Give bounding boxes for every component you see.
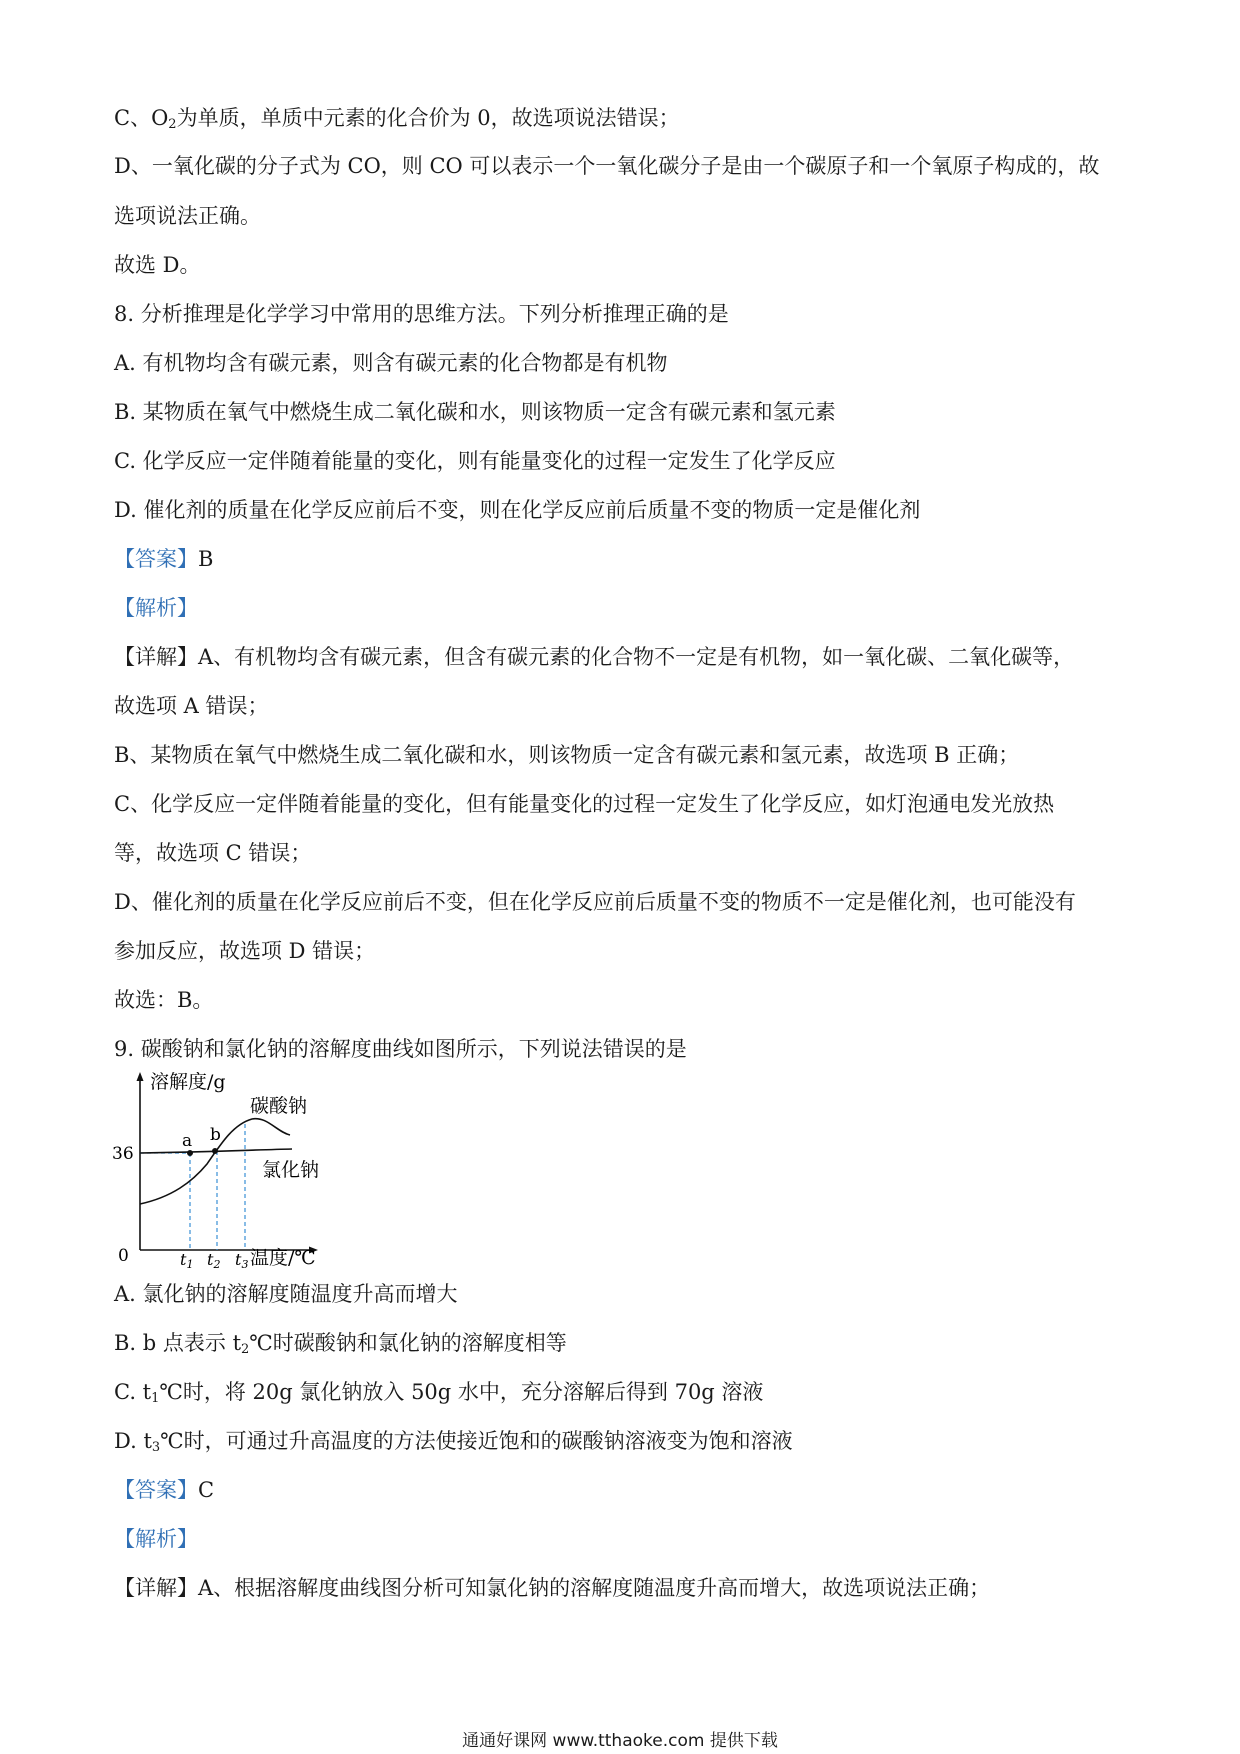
point-b-label: b <box>210 1125 221 1145</box>
text-segment: 故选 D。 <box>114 253 201 277</box>
text-segment: ℃时碳酸钠和氯化钠的溶解度相等 <box>249 1331 567 1355</box>
subscript: 1 <box>151 1391 160 1406</box>
text-line <box>114 202 261 230</box>
y-axis-arrow <box>137 1072 144 1081</box>
text-line <box>114 104 680 132</box>
text-segment: 选项说法正确。 <box>114 204 261 228</box>
text-line <box>114 986 213 1014</box>
subscript: 2 <box>168 117 177 132</box>
solubility-curve-figure <box>112 1072 372 1268</box>
x-axis-label: 温度/℃ <box>250 1247 316 1268</box>
text-segment: 参加反应，故选项 D 错误； <box>114 939 376 963</box>
x-tick-t3: t3 <box>235 1250 249 1268</box>
text-segment: B. b 点表示 t <box>114 1331 242 1355</box>
text-line <box>114 1329 567 1357</box>
text-segment: B <box>198 547 214 571</box>
text-segment: C、O <box>114 106 169 130</box>
section-tag: 【答案】 <box>114 547 198 571</box>
text-segment: C <box>198 1478 215 1502</box>
text-segment: D. 催化剂的质量在化学反应前后不变，则在化学反应前后质量不变的物质一定是催化剂 <box>114 498 921 522</box>
section-tag: 【解析】 <box>114 596 198 620</box>
text-line <box>114 300 729 328</box>
x-tick-t2: t2 <box>207 1250 221 1268</box>
text-line <box>114 349 668 377</box>
subscript: 2 <box>241 1342 250 1357</box>
section-tag: 【答案】 <box>114 1478 198 1502</box>
text-line <box>114 741 1019 769</box>
text-segment: 【详解】A、根据溶解度曲线图分析可知氯化钠的溶解度随温度升高而增大，故选项说法正确； <box>114 1576 991 1600</box>
text-segment: B、某物质在氧气中燃烧生成二氧化碳和水，则该物质一定含有碳元素和氢元素，故选项 B 正确； <box>114 743 1020 767</box>
text-line <box>114 1476 214 1504</box>
text-segment: C. t <box>114 1380 152 1404</box>
text-segment: 9. 碳酸钠和氯化钠的溶解度曲线如图所示，下列说法错误的是 <box>114 1037 687 1061</box>
origin-label: 0 <box>118 1246 129 1266</box>
text-line <box>114 1378 763 1406</box>
text-segment: 故选项 A 错误； <box>114 694 269 718</box>
text-line <box>114 251 201 279</box>
text-line <box>114 937 375 965</box>
subscript: 3 <box>151 1440 161 1455</box>
y-axis-label: 溶解度/g <box>150 1072 226 1093</box>
text-line <box>114 545 213 573</box>
nacl-label: 氯化钠 <box>262 1159 320 1181</box>
section-tag: 【解析】 <box>114 1527 198 1551</box>
text-segment: ℃时，可通过升高温度的方法使接近饱和的碳酸钠溶液变为饱和溶液 <box>160 1429 793 1453</box>
text-line <box>114 790 1054 818</box>
x-tick-t1: t1 <box>180 1250 194 1268</box>
text-line <box>114 888 1076 916</box>
text-line <box>114 1525 198 1553</box>
text-segment: 8. 分析推理是化学学习中常用的思维方法。下列分析推理正确的是 <box>114 302 729 326</box>
text-segment: D. t <box>114 1429 152 1453</box>
text-segment: 【详解】A、有机物均含有碳元素，但含有碳元素的化合物不一定是有机物，如一氧化碳、二氧化碳等， <box>114 645 1075 669</box>
text-line <box>114 692 269 720</box>
text-segment: D、催化剂的质量在化学反应前后不变，但在化学反应前后质量不变的物质不一定是催化剂，也可能没有 <box>114 890 1076 914</box>
text-segment: D、一氧化碳的分子式为 CO，则 CO 可以表示一个一氧化碳分子是由一个碳原子和一个氧原子构成的，故 <box>114 154 1100 178</box>
text-segment: A. 氯化钠的溶解度随温度升高而增大 <box>114 1282 458 1306</box>
text-segment: A. 有机物均含有碳元素，则含有碳元素的化合物都是有机物 <box>114 351 668 375</box>
text-line <box>114 152 1099 180</box>
page-footer: 通通好课网 www.tthaoke.com 提供下载 <box>462 1731 778 1751</box>
y-tick-36: 36 <box>112 1144 134 1164</box>
text-segment: 为单质，单质中元素的化合价为 0，故选项说法错误； <box>176 106 680 130</box>
text-line <box>114 398 836 426</box>
text-line <box>114 1574 990 1602</box>
text-line <box>114 839 311 867</box>
point-a-label: a <box>182 1131 193 1151</box>
text-line <box>114 447 836 475</box>
text-segment: ℃时，将 20g 氯化钠放入 50g 水中，充分溶解后得到 70g 溶液 <box>159 1380 764 1404</box>
point-b <box>212 1148 218 1154</box>
text-segment: B. 某物质在氧气中燃烧生成二氧化碳和水，则该物质一定含有碳元素和氢元素 <box>114 400 836 424</box>
text-line <box>114 496 920 524</box>
text-line <box>114 1035 687 1063</box>
text-line <box>114 1427 793 1455</box>
text-segment: 故选：B。 <box>114 988 214 1012</box>
text-segment: C. 化学反应一定伴随着能量的变化，则有能量变化的过程一定发生了化学反应 <box>114 449 836 473</box>
text-line <box>114 594 198 622</box>
text-line <box>114 643 1074 671</box>
text-line <box>114 1280 458 1308</box>
text-segment: 等，故选项 C 错误； <box>114 841 312 865</box>
text-segment: C、化学反应一定伴随着能量的变化，但有能量变化的过程一定发生了化学反应，如灯泡通电发光放热 <box>114 792 1055 816</box>
na2co3-label: 碳酸钠 <box>250 1095 308 1117</box>
